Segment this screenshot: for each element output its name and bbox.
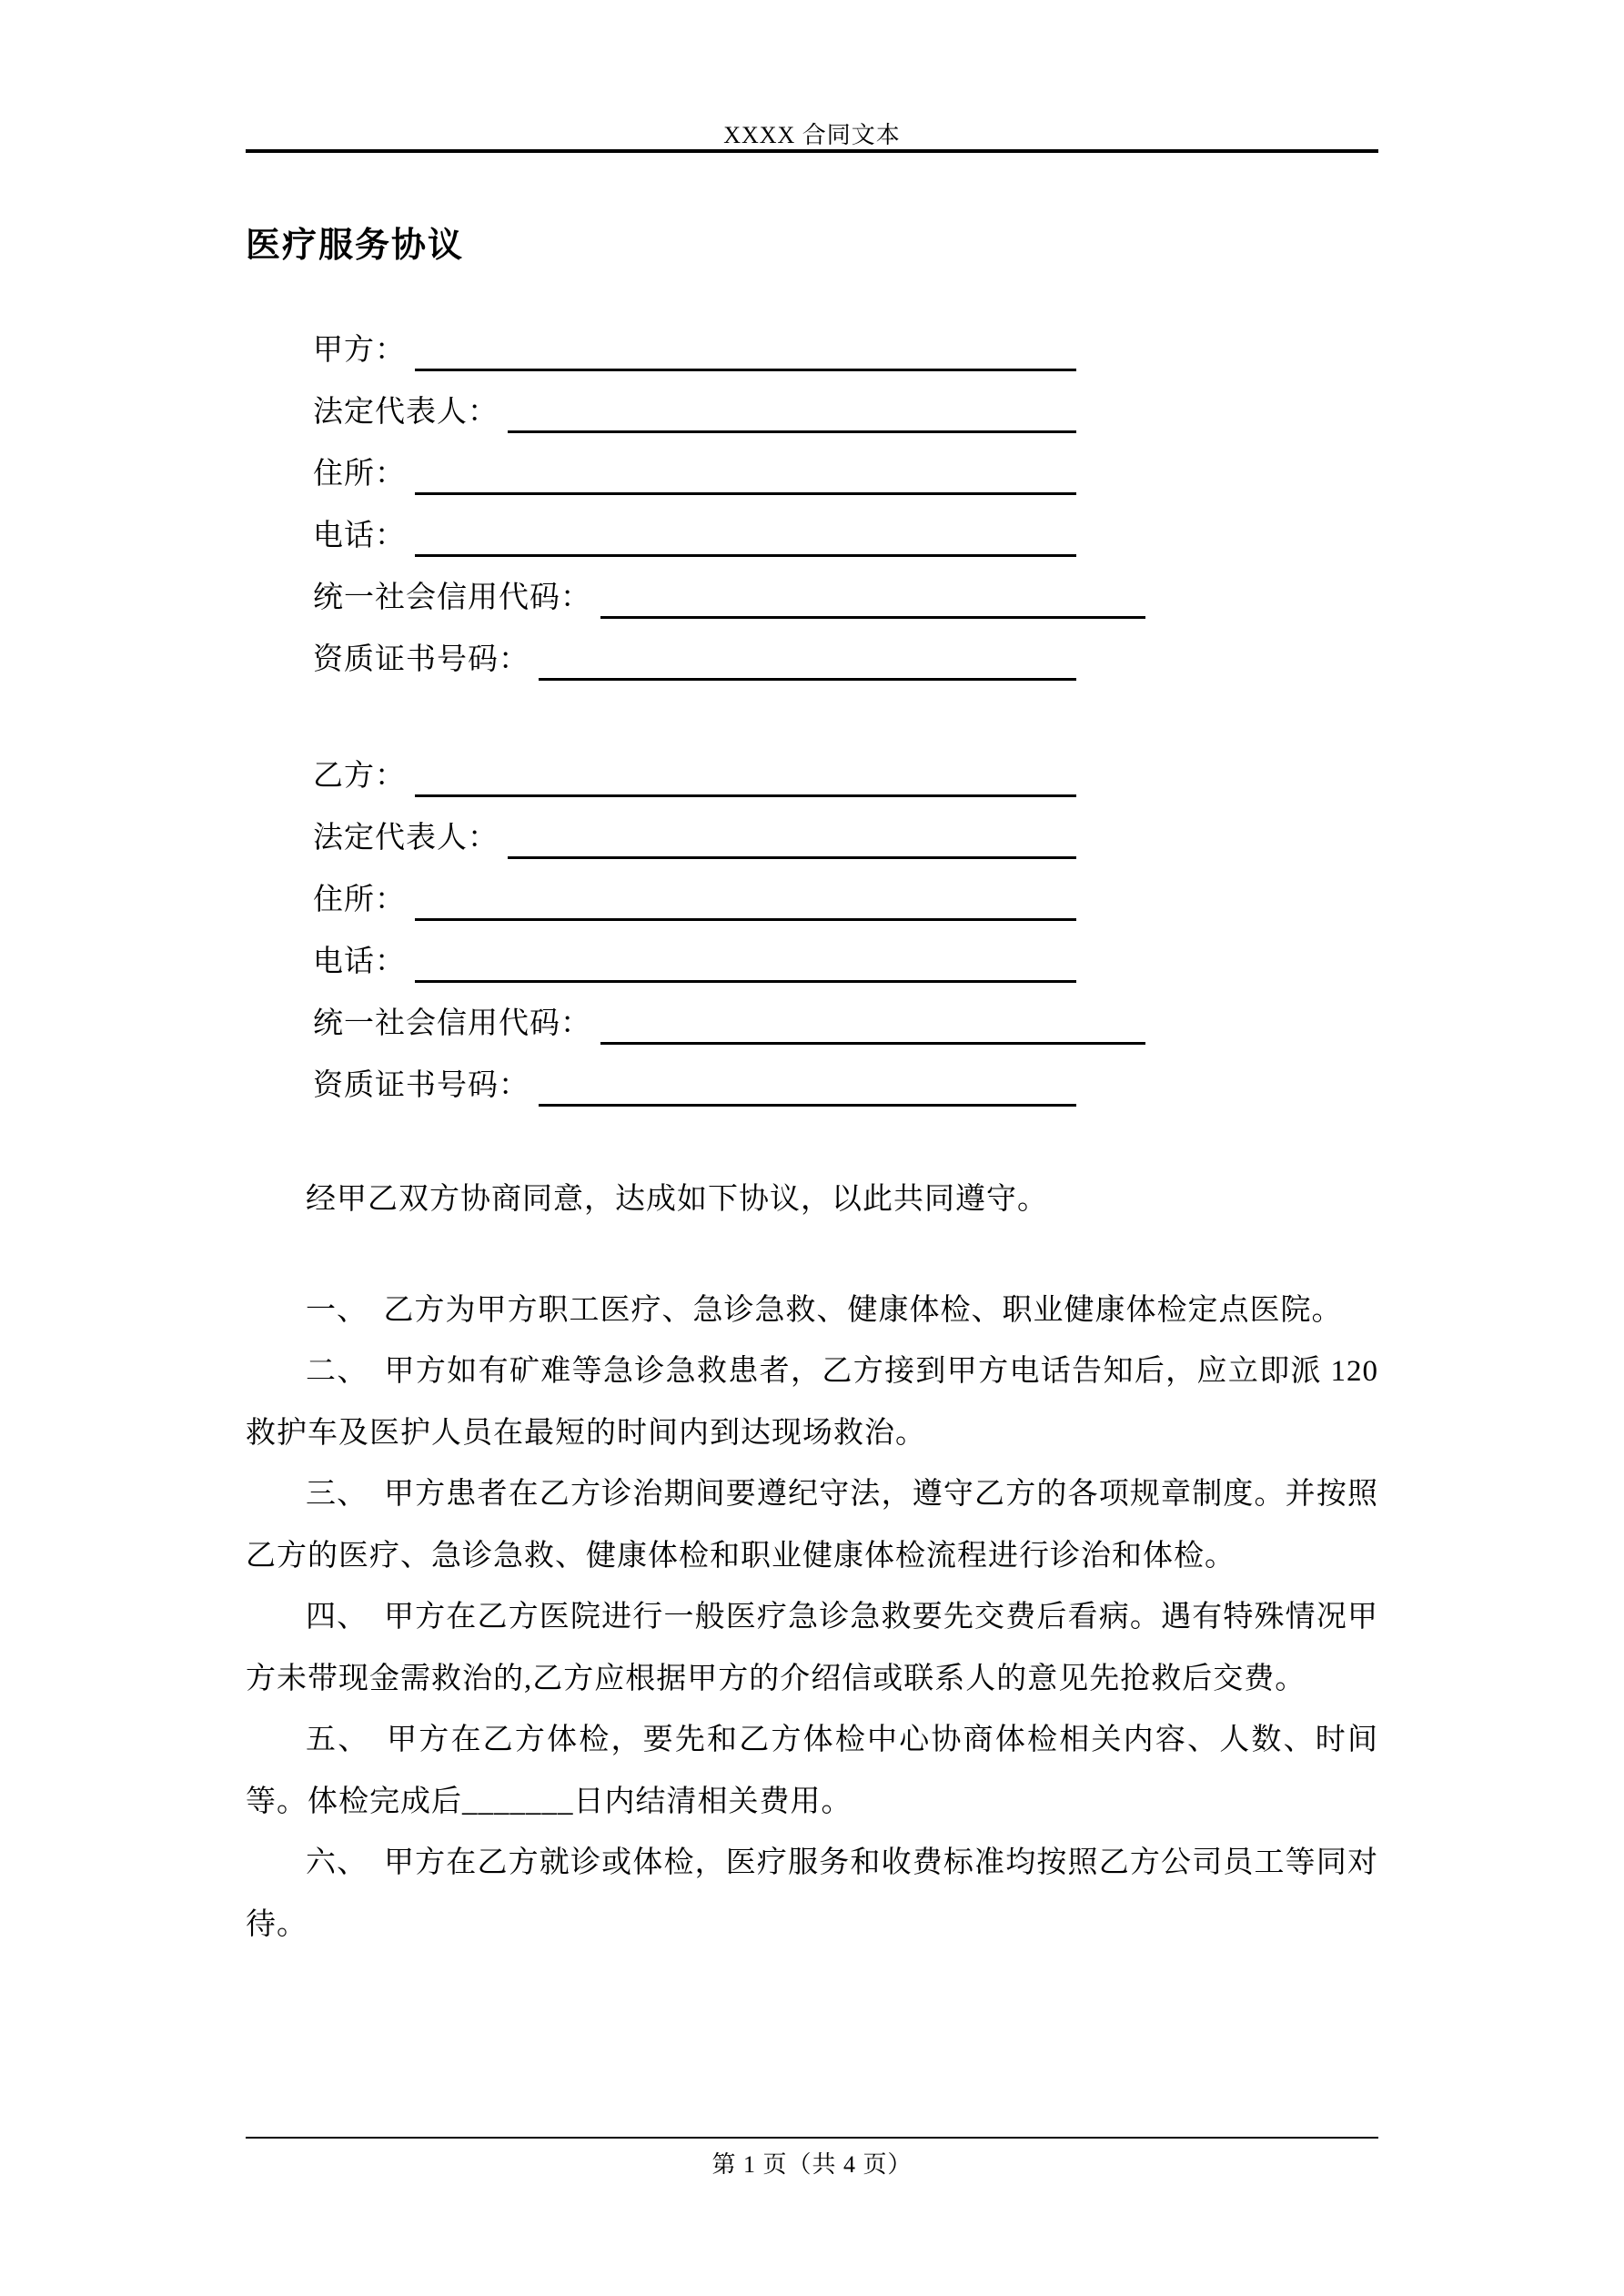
- clause-5: 五、 甲方在乙方体检，要先和乙方体检中心协商体检相关内容、人数、时间等。体检完成后_______日内结清相关费用。: [246, 1724, 1378, 1818]
- field-label: 住所：: [313, 884, 406, 916]
- field-row-party-b-address: [313, 879, 1076, 921]
- field-row-party-a-legal-rep: [313, 391, 1076, 433]
- footer-rule: [246, 2137, 1378, 2139]
- page-header-title: XXXX 合同文本: [723, 122, 901, 148]
- clause-4: 四、 甲方在乙方医院进行一般医疗急诊急救要先交费后看病。遇有特殊情况甲方未带现金需救治的,乙方应根据甲方的介绍信或联系人的意见先抢救后交费。: [246, 1601, 1378, 1695]
- page-number: 第 1 页（共 4 页）: [711, 2151, 913, 2178]
- field-row-party-b-legal-rep: [313, 817, 1076, 859]
- clause-6: 六、 甲方在乙方就诊或体检，医疗服务和收费标准均按照乙方公司员工等同对待。: [246, 1846, 1378, 1941]
- field-label: 电话：: [313, 520, 406, 552]
- field-row-party-a-address: [313, 453, 1076, 495]
- field-label: 法定代表人：: [313, 396, 499, 429]
- clause-1: 一、 乙方为甲方职工医疗、急诊急救、健康体检、职业健康体检定点医院。: [306, 1293, 1343, 1327]
- clause-3: 三、 甲方患者在乙方诊治期间要遵纪守法，遵守乙方的各项规章制度。并按照乙方的医疗、急诊急救、健康体检和职业健康体检流程进行诊治和体检。: [246, 1478, 1378, 1573]
- field-row-party-a-name: [313, 329, 1076, 371]
- field-label: 统一社会信用代码：: [313, 582, 591, 614]
- field-label: 甲方：: [313, 334, 406, 367]
- intro-paragraph: 经甲乙双方协商同意，达成如下协议，以此共同遵守。: [306, 1183, 1048, 1216]
- blank-underline: [415, 755, 1076, 797]
- field-row-party-b-credit-code: [313, 1003, 1145, 1045]
- blank-underline: [508, 391, 1076, 433]
- field-label: 统一社会信用代码：: [313, 1007, 591, 1040]
- field-row-party-a-credit-code: [313, 577, 1145, 619]
- blank-underline: [415, 329, 1076, 371]
- blank-underline: [415, 879, 1076, 921]
- field-label: 乙方：: [313, 760, 406, 793]
- field-label: 资质证书号码：: [313, 643, 530, 676]
- doc-title: 医疗服务协议: [246, 227, 465, 265]
- clause-2: 二、 甲方如有矿难等急诊急救患者，乙方接到甲方电话告知后，应立即派 120 救护车及医护人员在最短的时间内到达现场救治。: [246, 1355, 1378, 1450]
- field-row-party-b-cert-number: [313, 1065, 1076, 1107]
- field-label: 电话：: [313, 946, 406, 978]
- contract-body: [246, 1169, 1378, 1956]
- blank-underline: [600, 577, 1145, 619]
- field-row-party-a-cert-number: [313, 639, 1076, 681]
- blank-underline: [600, 1003, 1145, 1045]
- field-row-party-a-phone: [313, 515, 1076, 557]
- header-rule: [246, 149, 1378, 153]
- field-label: 资质证书号码：: [313, 1069, 530, 1102]
- blank-underline: [415, 941, 1076, 983]
- field-label: 法定代表人：: [313, 822, 499, 855]
- blank-underline: [415, 453, 1076, 495]
- field-row-party-b-phone: [313, 941, 1076, 983]
- field-row-party-b-name: [313, 755, 1076, 797]
- blank-underline: [508, 817, 1076, 859]
- blank-underline: [415, 515, 1076, 557]
- blank-underline: [539, 639, 1076, 681]
- blank-underline: [539, 1065, 1076, 1107]
- field-label: 住所：: [313, 458, 406, 491]
